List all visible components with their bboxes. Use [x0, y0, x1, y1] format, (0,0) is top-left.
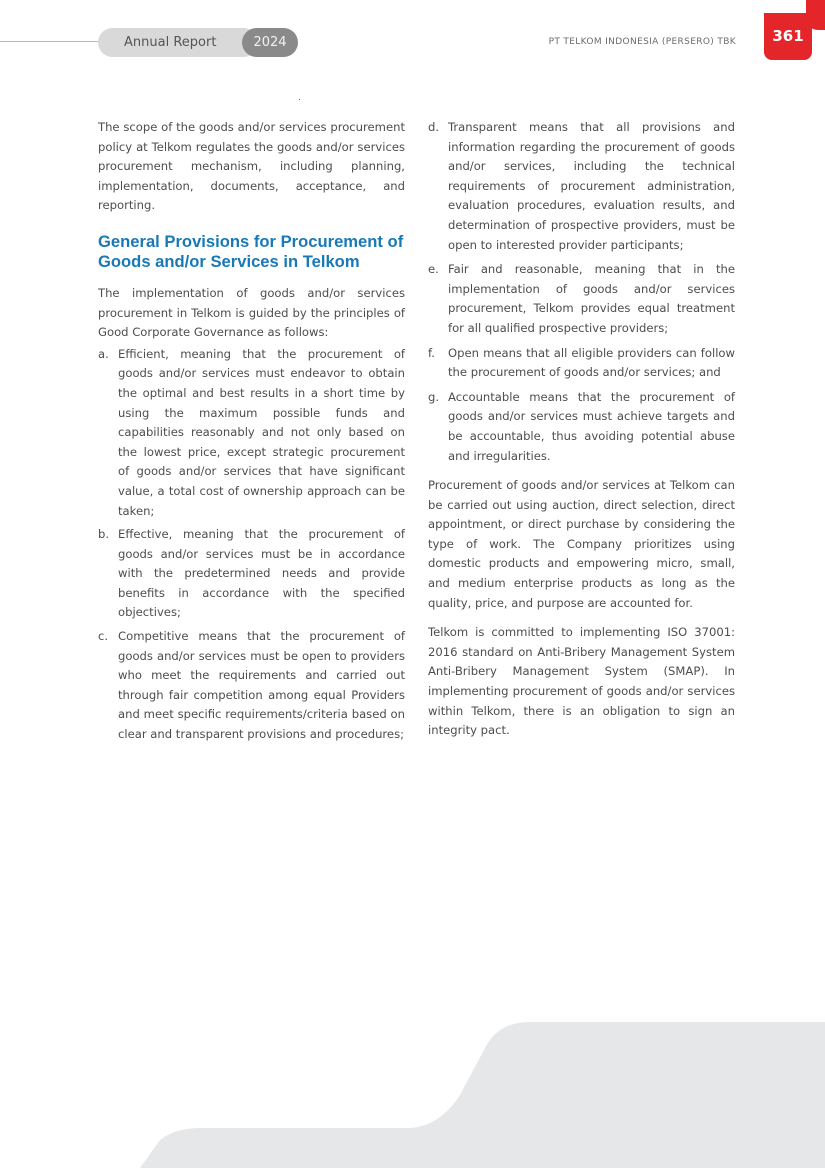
intro-paragraph: The scope of the goods and/or services procurement policy at Telkom regulates the goods and/or services procurement mechanism, including planning, implementation, documents, acceptance, and reporting. — [98, 120, 405, 213]
list-item-text: Accountable means that the procurement of goods and/or services must achieve targets and be accountable, thus avoiding potential abuse and irregularities. — [448, 389, 735, 463]
list-item-text: Competitive means that the procurement of goods and/or services must be open to providers who meet the requirements and carried out through fair competition among equal Providers and meet specific requirements/criteria based on clear and transparent provisions and procedures; — [118, 629, 405, 742]
list-marker: f. — [428, 345, 435, 360]
list-item-text: Open means that all eligible providers can follow the procurement of goods and/or services; and — [448, 345, 735, 380]
page-number: 361 — [772, 27, 804, 45]
section-heading: General Provisions for Procurement of Goods and/or Services in Telkom — [98, 231, 404, 271]
list-item — [98, 627, 405, 745]
list-item-text: Efficient, meaning that the procurement of goods and/or services must endeavor to obtain the optimal and best results in a short time by using the maximum possible funds and capabilities reasonably and not only based on the lowest price, except strategic procurement of goods and/or services that have significant value, a total cost of ownership approach can be taken; — [118, 346, 405, 518]
list-item — [428, 260, 735, 338]
right-column — [428, 118, 735, 751]
list-item — [98, 345, 405, 521]
list-item-text: Effective, meaning that the procurement of goods and/or services must be in accordance with the predetermined needs and provide benefits in accordance with the specified objectives; — [118, 527, 405, 620]
principles-list-right — [428, 118, 735, 466]
list-marker: b. — [98, 527, 110, 542]
principles-list-left — [98, 345, 405, 745]
list-item — [98, 525, 405, 623]
report-year: 2024 — [242, 28, 298, 57]
lead-paragraph: The implementation of goods and/or services procurement in Telkom is guided by the principles of Good Corporate Governance as follows: — [98, 285, 405, 340]
report-badge — [98, 28, 287, 57]
list-marker: d. — [428, 120, 440, 134]
decorative-background-shape — [0, 1000, 825, 1168]
list-marker: g. — [428, 389, 440, 404]
list-marker: c. — [98, 629, 109, 644]
list-item-text: Fair and reasonable, meaning that in the implementation of goods and/or services procurement, Telkom provides equal treatment for all qualified prospective providers; — [448, 262, 735, 335]
procurement-methods-paragraph: Procurement of goods and/or services at Telkom can be carried out using auction, direct selection, direct appointment, or direct purchase by considering the type of work. The Company prioritizes using domestic products and empowering micro, small, and medium enterprise products as long as the quality, price, and purpose are accounted for. — [428, 478, 735, 610]
list-item-text: Transparent means that all provisions and information regarding the procurement of goods and/or services, including the technical requirements of procurement administration, evaluation procedures, evaluation results, and determination of prospective providers, must be open to interested provider participants; — [448, 120, 735, 252]
iso-commitment-paragraph: Telkom is committed to implementing ISO 37001: 2016 standard on Anti-Bribery Management System Anti-Bribery Management System (SMAP). In implementing procurement of goods and/or services within Telkom, there is an obligation to sign an integrity pact. — [428, 625, 735, 738]
list-item — [428, 388, 735, 466]
left-column — [98, 118, 405, 749]
annual-report-label: Annual Report — [98, 28, 258, 57]
stray-dot — [299, 99, 300, 100]
list-item — [428, 344, 735, 383]
list-item — [428, 118, 735, 255]
list-marker: e. — [428, 262, 439, 277]
company-name: PT TELKOM INDONESIA (PERSERO) TBK — [548, 37, 736, 47]
list-marker: a. — [98, 346, 109, 361]
